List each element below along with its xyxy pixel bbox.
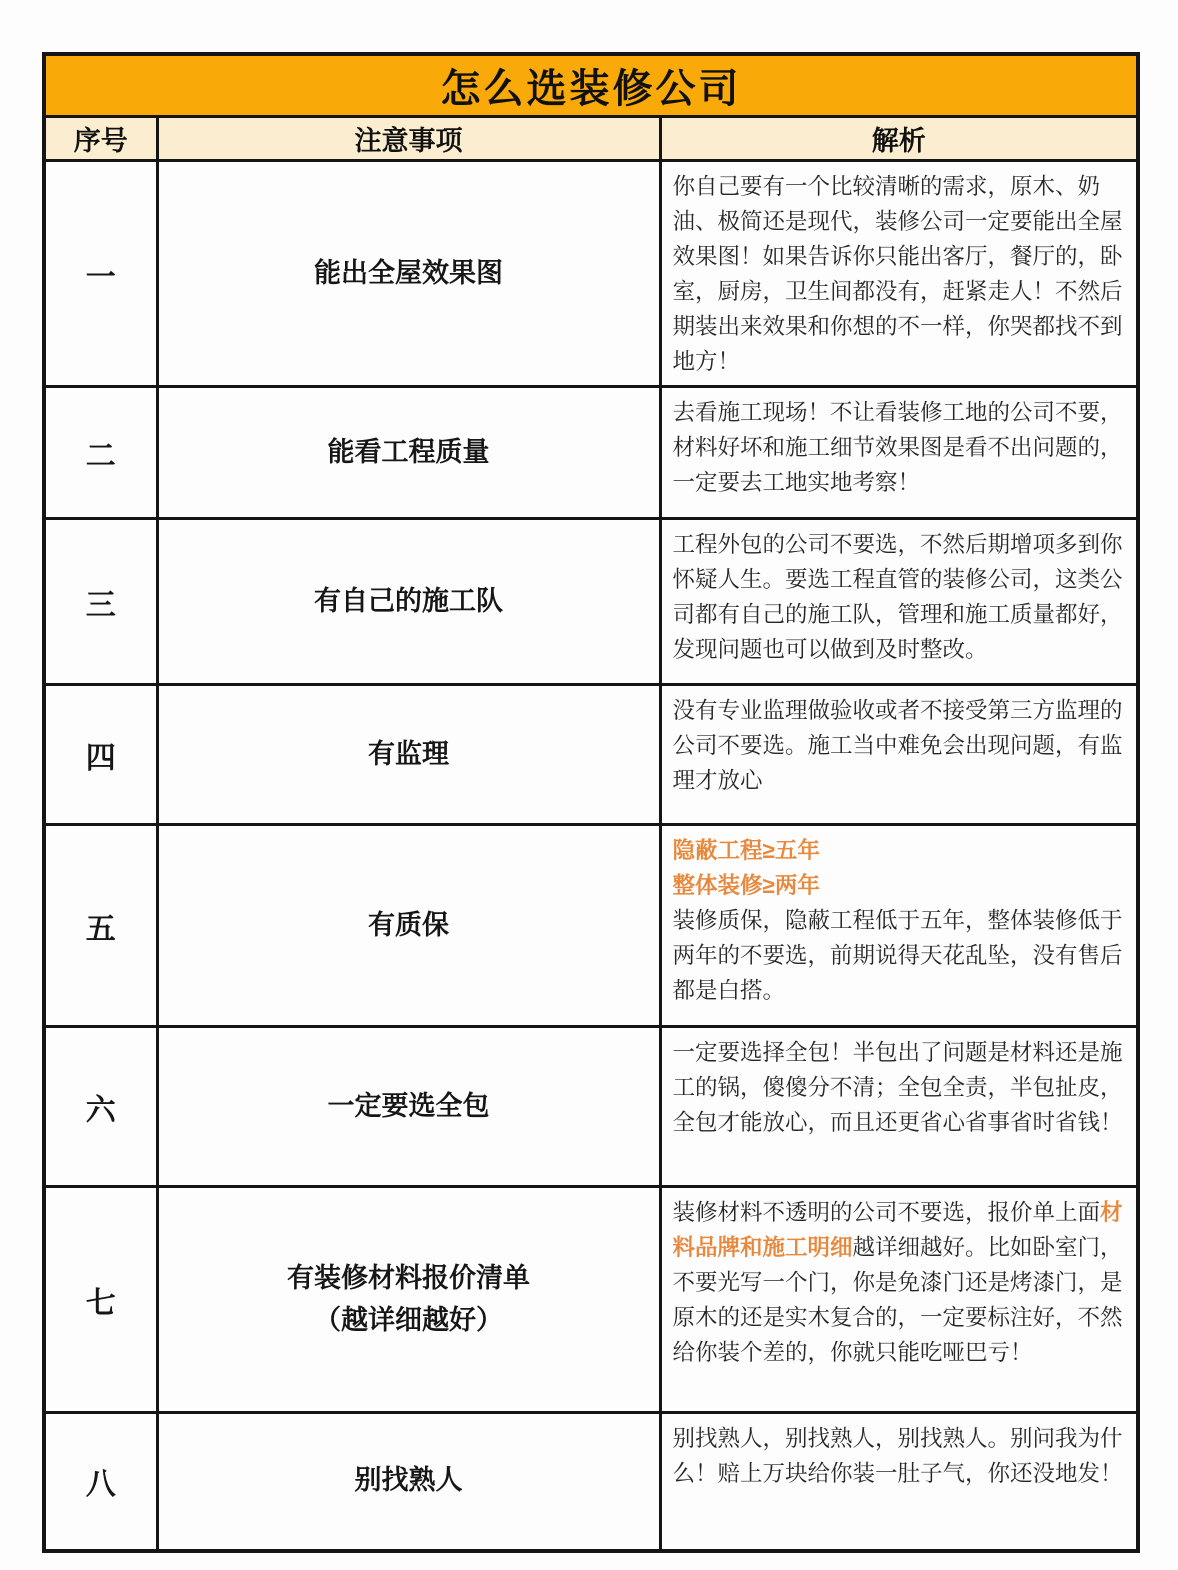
item-label: 别找熟人 bbox=[157, 1413, 660, 1551]
analysis-text: 别找熟人，别找熟人，别找熟人。别问我为什么！赔上万块给你装一肚子气，你还没地发！ bbox=[660, 1413, 1138, 1551]
item-label: 能出全屋效果图 bbox=[157, 161, 660, 387]
column-header-row bbox=[44, 117, 1138, 161]
analysis-text: 工程外包的公司不要选，不然后期增项多到你怀疑人生。要选工程直管的装修公司，这类公司都有自己的施工队，管理和施工质量都好，发现问题也可以做到及时整改。 bbox=[660, 519, 1138, 685]
table-row bbox=[44, 1413, 1138, 1551]
table-row bbox=[44, 825, 1138, 1027]
item-label: 能看工程质量 bbox=[157, 387, 660, 519]
analysis-text bbox=[660, 1187, 1138, 1413]
item-label: 有自己的施工队 bbox=[157, 519, 660, 685]
analysis-text: 一定要选择全包！半包出了问题是材料还是施工的锅，傻傻分不清；全包全责，半包扯皮，全包才能放心，而且还更省心省事省时省钱！ bbox=[660, 1027, 1138, 1187]
warranty-analysis-body: 装修质保，隐蔽工程低于五年，整体装修低于两年的不要选，前期说得天花乱坠，没有售后都是白搭。 bbox=[672, 908, 1123, 1003]
row-number: 七 bbox=[44, 1187, 157, 1413]
table-row bbox=[44, 161, 1138, 387]
row-number: 五 bbox=[44, 825, 157, 1027]
table-row bbox=[44, 685, 1138, 825]
item-label bbox=[157, 1187, 660, 1413]
row-number: 四 bbox=[44, 685, 157, 825]
item-label: 有监理 bbox=[157, 685, 660, 825]
analysis-text: 没有专业监理做验收或者不接受第三方监理的公司不要选。施工当中难免会出现问题，有监理才放心 bbox=[660, 685, 1138, 825]
quote-analysis-highlight: 材料品牌和施工明细 bbox=[672, 1200, 1123, 1260]
analysis-text: 去看施工现场！不让看装修工地的公司不要，材料好坏和施工细节效果图是看不出问题的，一定要去工地实地考察！ bbox=[660, 387, 1138, 519]
column-header-number: 序号 bbox=[44, 117, 157, 161]
row-number: 三 bbox=[44, 519, 157, 685]
item-label: 有质保 bbox=[157, 825, 660, 1027]
warranty-highlight-line-1: 隐蔽工程≥五年 bbox=[672, 838, 820, 863]
row-number: 六 bbox=[44, 1027, 157, 1187]
quote-analysis-suffix: 越详细越好。比如卧室门，不要光写一个门，你是免漆门还是烤漆门，是原木的还是实木复合的，一定要标注好，不然给你装个差的，你就只能吃哑巴亏！ bbox=[672, 1235, 1123, 1365]
table-row bbox=[44, 1027, 1138, 1187]
page-title: 怎么选装修公司 bbox=[44, 54, 1138, 117]
row-number: 八 bbox=[44, 1413, 157, 1551]
column-header-item: 注意事项 bbox=[157, 117, 660, 161]
column-header-analysis: 解析 bbox=[660, 117, 1138, 161]
quote-analysis-prefix: 装修材料不透明的公司不要选，报价单上面 bbox=[672, 1200, 1101, 1225]
table-row bbox=[44, 1187, 1138, 1413]
item-label-line-1: 有装修材料报价清单 bbox=[287, 1262, 530, 1293]
row-number: 一 bbox=[44, 161, 157, 387]
row-number: 二 bbox=[44, 387, 157, 519]
warranty-highlight-line-2: 整体装修≥两年 bbox=[672, 873, 820, 898]
item-label-line-2: （越详细越好） bbox=[314, 1304, 503, 1335]
table-row bbox=[44, 387, 1138, 519]
title-row bbox=[44, 54, 1138, 117]
decoration-company-table bbox=[42, 52, 1140, 1553]
analysis-text: 你自己要有一个比较清晰的需求，原木、奶油、极简还是现代，装修公司一定要能出全屋效果图！如果告诉你只能出客厅，餐厅的，卧室，厨房，卫生间都没有，赶紧走人！不然后期装出来效果和你想的不一样，你哭都找不到地方！ bbox=[660, 161, 1138, 387]
table-row bbox=[44, 519, 1138, 685]
analysis-text bbox=[660, 825, 1138, 1027]
item-label: 一定要选全包 bbox=[157, 1027, 660, 1187]
